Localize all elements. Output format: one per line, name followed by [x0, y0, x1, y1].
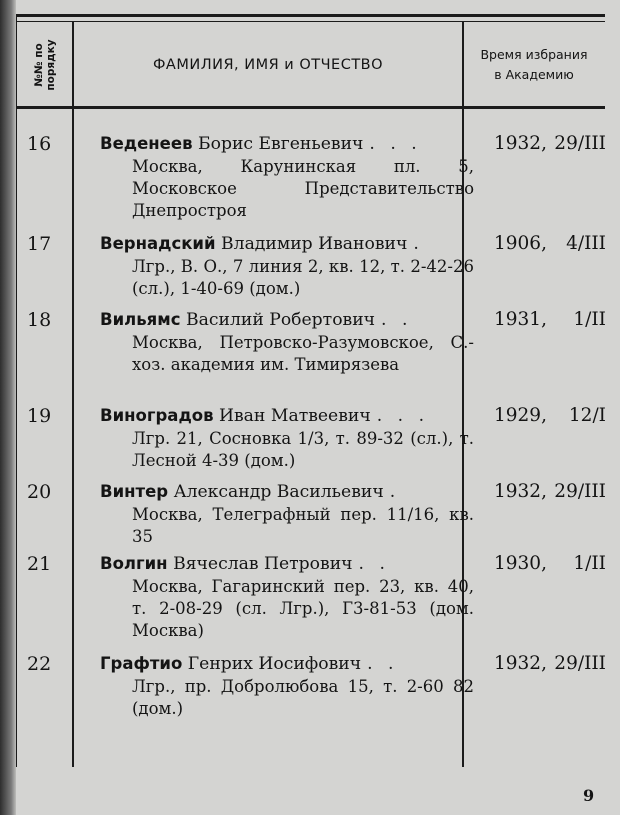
entry-given-name: Иван Матвеевич — [219, 406, 371, 426]
entry-details — [100, 308, 474, 376]
table-top-rule — [16, 14, 605, 17]
entry-address: Лгр., пр. Добролюбова 15, т. 2-60 82 (дом.) — [132, 677, 474, 718]
entry-fullname — [100, 132, 474, 156]
entry-fullname — [100, 404, 474, 428]
election-year: 1929, — [494, 405, 547, 426]
entry-details — [100, 652, 474, 720]
election-day: 12/I — [568, 405, 606, 426]
election-year: 1906, — [494, 233, 547, 254]
entry-number: 19 — [27, 405, 52, 427]
leader-dots: . . — [367, 654, 399, 674]
leader-dots: . — [389, 482, 401, 502]
entry-number: 20 — [27, 481, 52, 503]
leader-dots: . . . — [376, 406, 430, 426]
leader-dots: . . — [358, 554, 390, 574]
entry-number: 17 — [27, 233, 52, 255]
entry-details — [100, 132, 474, 222]
entry-surname: Графтио — [100, 654, 183, 673]
entry-details — [100, 404, 474, 472]
entry-surname: Вернадский — [100, 234, 216, 253]
leader-dots: . . — [381, 310, 413, 330]
table-left-border — [16, 14, 17, 767]
entry-surname: Винтер — [100, 482, 169, 501]
entry-details — [100, 232, 474, 300]
leader-dots: . — [413, 234, 424, 254]
election-day: 1/II — [573, 309, 606, 330]
entry-address: Лгр. 21, Сосновка 1/3, т. 89-32 (сл.), т. Лесной 4-39 (дом.) — [132, 429, 474, 470]
entry-surname: Веденеев — [100, 134, 193, 153]
entry-address: Москва, Телеграфный пер. 11/16, кв. 35 — [132, 505, 474, 546]
header-number-label: №№ по порядку — [33, 39, 57, 91]
election-day: 1/II — [573, 553, 606, 574]
election-day: 29/III — [554, 653, 606, 674]
entry-surname: Вильямс — [100, 310, 181, 329]
entry-surname: Виноградов — [100, 406, 214, 425]
entry-fullname — [100, 308, 474, 332]
entry-details — [100, 552, 474, 642]
entry-given-name: Генрих Иосифович — [187, 654, 362, 674]
entry-number: 18 — [27, 309, 52, 331]
entry-address: Москва, Карунинская пл. 5, Московское Представительство Днепростроя — [132, 157, 474, 220]
entry-address: Москва, Петровско-Разумовское, С.-хоз. академия им. Тимирязева — [132, 333, 474, 374]
election-day: 29/III — [554, 481, 606, 502]
election-year: 1932, — [494, 481, 547, 502]
entry-fullname — [100, 552, 474, 576]
header-number-cell — [16, 24, 74, 106]
entry-fullname — [100, 232, 474, 256]
entry-number: 21 — [27, 553, 52, 575]
leader-dots: . . . — [369, 134, 422, 154]
entry-details — [100, 480, 474, 548]
election-year: 1930, — [494, 553, 547, 574]
entry-fullname — [100, 480, 474, 504]
header-bottom-rule — [16, 106, 605, 109]
entry-given-name: Вячеслав Петрович — [173, 554, 353, 574]
entry-given-name: Василий Робертович — [186, 310, 376, 330]
entry-given-name: Борис Евгеньевич — [197, 134, 364, 154]
table-top-rule-thin — [16, 21, 605, 22]
election-day: 29/III — [554, 133, 606, 154]
entry-number: 16 — [27, 133, 52, 155]
entry-given-name: Владимир Иванович — [221, 234, 408, 254]
page-number: 9 — [583, 786, 595, 805]
election-year: 1932, — [494, 653, 547, 674]
election-day: 4/III — [566, 233, 606, 254]
entry-fullname — [100, 652, 474, 676]
column-divider-left — [72, 22, 74, 767]
entry-given-name: Александр Васильевич — [173, 482, 384, 502]
entry-address: Москва, Гагаринский пер. 23, кв. 40, т. 2-08-29 (сл. Лгр.), Г3-81-53 (дом. Москва) — [132, 577, 474, 640]
page-binding-shadow — [0, 0, 16, 815]
election-year: 1932, — [494, 133, 547, 154]
header-time-label: Время избрания в Академию — [480, 47, 588, 82]
election-year: 1931, — [494, 309, 547, 330]
entry-number: 22 — [27, 653, 52, 675]
entry-surname: Волгин — [100, 554, 168, 573]
header-name-label: ФАМИЛИЯ, ИМЯ и ОТЧЕСТВО — [152, 57, 384, 73]
entry-address: Лгр., В. О., 7 линия 2, кв. 12, т. 2-42-26 (сл.), 1-40-69 (дом.) — [132, 257, 474, 298]
